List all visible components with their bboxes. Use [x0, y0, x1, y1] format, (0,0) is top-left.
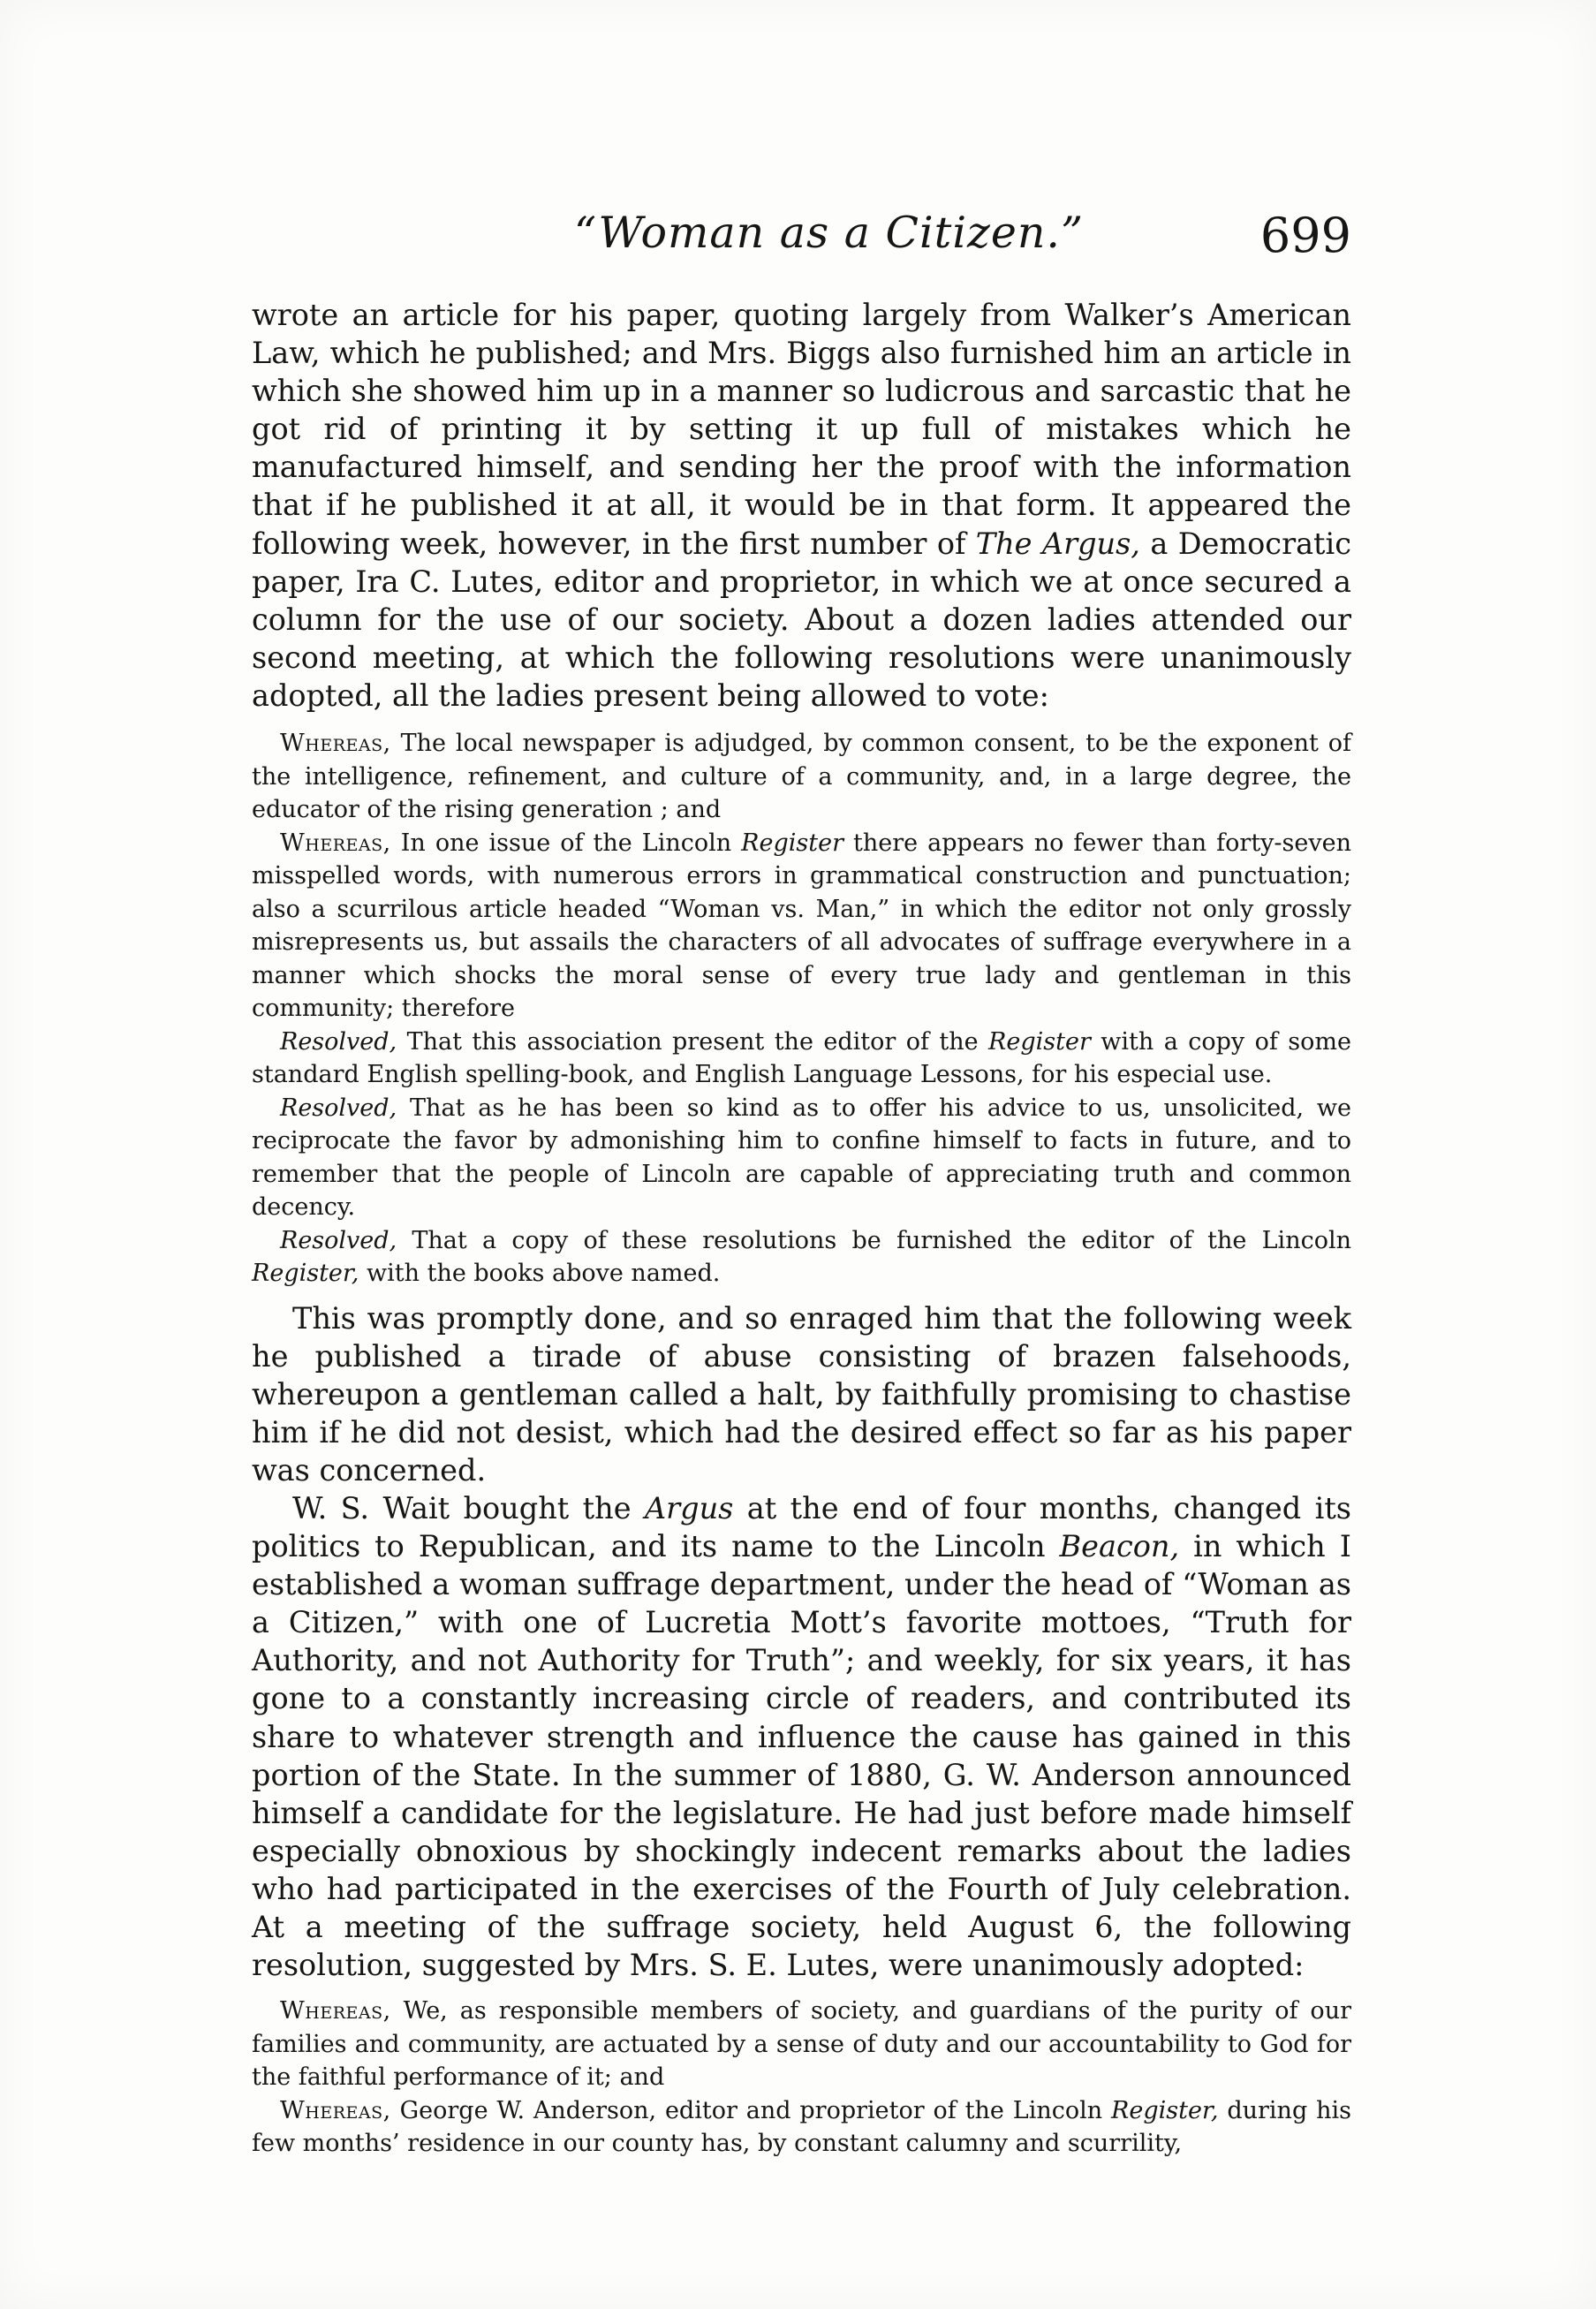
whereas-label: Whereas,: [280, 730, 391, 758]
resolved-label: Resolved,: [280, 1094, 397, 1122]
text-run: in which I established a woman suffrage department, under the head of “Woman as a Citizen,” with one of Lucretia Mott’s favorite mottoes, “Truth for Authority, and not Authority for Truth”; and weekly, for six years, it has gone to a constantly increasing circle of readers, and contributed its share to whatever strength and influence the cause has gained in this portion of the State. In the summer of 1880, G. W. Anderson announced himself a candidate for the legislature. He had just before made himself especially obnoxious by shockingly indecent remarks about the ladies who had participated in the exercises of the Fourth of July celebration. At a meeting of the suffrage society, held August 6, the following resolution, suggested by Mrs. S. E. Lutes, were unanimously adopted:: [252, 1529, 1351, 1983]
text-run: George W. Anderson, editor and proprietor of the Lincoln: [390, 2096, 1112, 2124]
text-run: with a copy of some standard English spelling-book, and English Language Lessons, for his especial use.: [252, 1027, 1351, 1089]
page-header: [252, 208, 1351, 287]
text-run: wrote an article for his paper, quoting largely from Walker’s American Law, which he published; and Mrs. Biggs also furnished him an article in which she showed him up in a manner so ludicrous and sarcastic that he got rid of printing it by setting it up full of mistakes which he manufactured himself, and sending her the proof with the information that if he published it at all, it would be in that form. It appeared the following week, however, in the first number of: [252, 298, 1351, 561]
newspaper-title: Argus: [644, 1491, 734, 1525]
text-run: That this association present the editor of the: [397, 1027, 989, 1056]
whereas-label: Whereas,: [280, 2096, 391, 2124]
text-run: a Democratic paper, Ira C. Lutes, editor and proprietor, in which we at once secured a column for the use of our society. About a dozen ladies attended our second meeting, at which the following resolutions were unanimously adopted, all the ladies present being allowed to vote:: [252, 526, 1351, 713]
text-run: The local newspaper is adjudged, by common consent, to be the exponent of the intelligence, refinement, and culture of a community, and, in a large degree, the educator of the rising generation ; and: [252, 730, 1351, 824]
text-run: We, as responsible members of society, and guardians of the purity of our families and community, are actuated by a sense of duty and our accountability to God for the faithful performance of it; and: [252, 1997, 1351, 2092]
resolved-label: Resolved,: [280, 1226, 397, 1254]
newspaper-title: Register,: [1111, 2096, 1219, 2124]
whereas-label: Whereas,: [280, 1997, 391, 2025]
running-title: “Woman as a Citizen.”: [574, 208, 1085, 258]
newspaper-title: Register: [741, 829, 843, 857]
paragraph: This was promptly done, and so enraged him that the following week he published a tirade of abuse consisting of brazen falsehoods, whereupon a gentleman called a halt, by faithfully promising to chastise him if he did not desist, which had the desired effect so far as his paper was concerned.: [252, 1300, 1351, 1488]
resolved-label: Resolved,: [280, 1027, 397, 1056]
whereas-clause: [252, 2094, 1351, 2161]
resolved-clause: [252, 1092, 1351, 1224]
text-run: during his few months’ residence in our county has, by constant calumny and scurrility,: [252, 2096, 1351, 2158]
text-run: In one issue of the Lincoln: [390, 829, 742, 857]
page-body: [252, 296, 1351, 2161]
resolutions-block: [252, 727, 1351, 1291]
whereas-label: Whereas,: [280, 829, 391, 857]
newspaper-title: Register: [988, 1027, 1091, 1056]
text-run: at the end of four months, changed its politics to Republican, and its name to the Lincoln: [252, 1491, 1351, 1564]
newspaper-title: Register,: [252, 1260, 359, 1288]
paragraph: [252, 1489, 1351, 1984]
text-run: W. S. Wait bought the: [292, 1491, 645, 1525]
resolved-clause: [252, 1224, 1351, 1291]
text-run: with the books above named.: [359, 1260, 721, 1288]
page-number: 699: [1259, 208, 1351, 263]
paragraph-continued: [252, 296, 1351, 715]
resolutions-block: [252, 1995, 1351, 2161]
newspaper-title: Beacon,: [1059, 1529, 1180, 1564]
newspaper-title: The Argus,: [975, 526, 1140, 561]
whereas-clause: [252, 727, 1351, 827]
whereas-clause: [252, 827, 1351, 1026]
whereas-clause: [252, 1995, 1351, 2094]
resolved-clause: [252, 1026, 1351, 1092]
text-run: there appears no fewer than forty-seven misspelled words, with numerous errors in grammatical construction and punctuation; also a scurrilous article headed “Woman vs. Man,” in which the editor not only grossly misrepresents us, but assails the characters of all advocates of suffrage everywhere in a manner which shocks the moral sense of every true lady and gentleman in this community; therefore: [252, 829, 1352, 1023]
text-run: That as he has been so kind as to offer his advice to us, unsolicited, we reciprocate the favor by admonishing him to confine himself to facts in future, and to remember that the people of Lincoln are capable of appreciating truth and common decency.: [252, 1094, 1351, 1222]
text-run: That a copy of these resolutions be furnished the editor of the Lincoln: [397, 1226, 1351, 1254]
